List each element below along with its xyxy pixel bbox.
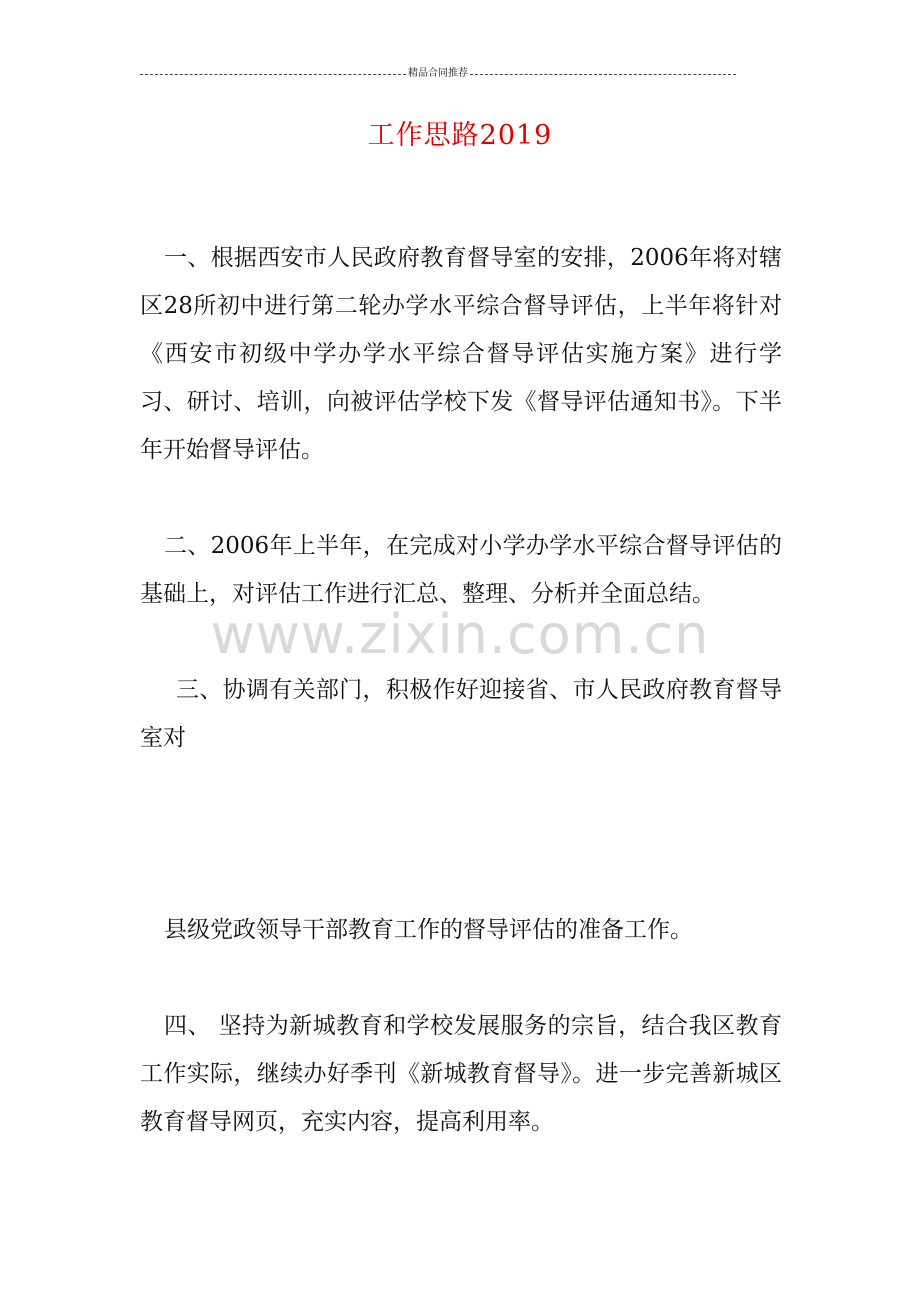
paragraph-1: 一、根据西安市人民政府教育督导室的安排，2006年将对辖区28所初中进行第二轮办学水平综合督导评估，上半年将针对《西安市初级中学办学水平综合督导评估实施方案》进行学习、研讨、培训，向被评估学校下发《督导评估通知书》。下半年开始督导评估。 <box>140 245 782 463</box>
watermark: www.zixin.com.cn <box>210 603 710 666</box>
paragraph-3: 三、协调有关部门，积极作好迎接省、市人民政府教育督导室对 <box>140 677 782 751</box>
document-title: 工作思路2019 <box>367 120 553 151</box>
paragraph-2: 二、2006年上半年，在完成对小学办学水平综合督导评估的基础上，对评估工作进行汇总、整理、分析并全面总结。 <box>140 533 782 607</box>
paragraph-4: 县级党政领导干部教育工作的督导评估的准备工作。 <box>164 917 693 943</box>
page-header <box>140 66 736 82</box>
header-dash-right <box>470 74 736 75</box>
header-dash-left <box>140 74 406 75</box>
paragraph-5: 四、 坚持为新城教育和学校发展服务的宗旨，结合我区教育工作实际，继续办好季刊《新城教育督导》。进一步完善新城区教育督导网页，充实内容，提高利用率。 <box>140 1013 782 1135</box>
header-label: 精品合同推荐 <box>408 68 468 79</box>
